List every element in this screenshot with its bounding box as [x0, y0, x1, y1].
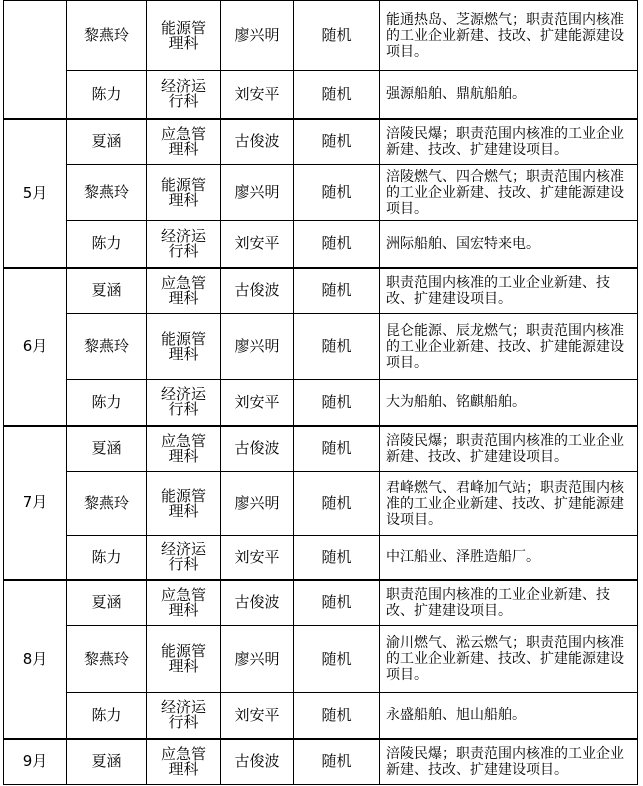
person-cell: 黎燕玲: [67, 626, 147, 693]
person-cell: 陈力: [67, 693, 147, 739]
leader-cell: 古俊波: [221, 739, 294, 785]
inspection-content-cell: 中江船业、泽胜造船厂。: [380, 536, 638, 580]
month-cell: [4, 1, 67, 119]
inspection-mode-cell: 随机: [294, 165, 380, 221]
inspection-schedule-table: [3, 0, 638, 785]
leader-cell: 刘安平: [221, 221, 294, 268]
person-cell: 陈力: [67, 380, 147, 426]
person-cell: 陈力: [67, 221, 147, 268]
inspection-content-cell: 渝川燃气、淞云燃气；职责范围内核准的工业企业新建、技改、扩建能源建设项目。: [380, 626, 638, 693]
table-row: [4, 71, 638, 119]
leader-cell: 刘安平: [221, 536, 294, 580]
month-cell: 6月: [4, 268, 67, 426]
table-row: [4, 426, 638, 472]
inspection-mode-cell: 随机: [294, 580, 380, 626]
department-cell: 能源管理科: [147, 626, 221, 693]
leader-cell: 廖兴明: [221, 626, 294, 693]
leader-cell: 廖兴明: [221, 1, 294, 71]
department-cell: 应急管理科: [147, 268, 221, 314]
inspection-mode-cell: 随机: [294, 1, 380, 71]
department-cell: 经济运行科: [147, 536, 221, 580]
table-row: [4, 221, 638, 268]
inspection-mode-cell: 随机: [294, 626, 380, 693]
department-cell: 应急管理科: [147, 426, 221, 472]
table-row: [4, 626, 638, 693]
inspection-mode-cell: 随机: [294, 739, 380, 785]
inspection-mode-cell: 随机: [294, 268, 380, 314]
table-row: [4, 739, 638, 785]
department-cell: 能源管理科: [147, 165, 221, 221]
inspection-mode-cell: 随机: [294, 426, 380, 472]
inspection-content-cell: 昆仑能源、辰龙燃气；职责范围内核准的工业企业新建、技改、扩建能源建设项目。: [380, 314, 638, 380]
leader-cell: 廖兴明: [221, 472, 294, 536]
inspection-mode-cell: 随机: [294, 71, 380, 119]
inspection-content-cell: 永盛船舶、旭山船舶。: [380, 693, 638, 739]
table-row: [4, 536, 638, 580]
department-cell: 应急管理科: [147, 119, 221, 165]
person-cell: 夏涵: [67, 119, 147, 165]
leader-cell: 刘安平: [221, 71, 294, 119]
person-cell: 陈力: [67, 536, 147, 580]
leader-cell: 廖兴明: [221, 165, 294, 221]
table-row: [4, 314, 638, 380]
inspection-content-cell: 职责范围内核准的工业企业新建、技改、扩建建设项目。: [380, 268, 638, 314]
person-cell: 陈力: [67, 71, 147, 119]
department-cell: 应急管理科: [147, 739, 221, 785]
department-cell: 能源管理科: [147, 472, 221, 536]
department-cell: 能源管理科: [147, 314, 221, 380]
leader-cell: 古俊波: [221, 580, 294, 626]
person-cell: 黎燕玲: [67, 314, 147, 380]
person-cell: 黎燕玲: [67, 165, 147, 221]
department-cell: 经济运行科: [147, 380, 221, 426]
table-row: [4, 119, 638, 165]
department-cell: 经济运行科: [147, 221, 221, 268]
table-row: [4, 1, 638, 71]
inspection-content-cell: 职责范围内核准的工业企业新建、技改、扩建建设项目。: [380, 580, 638, 626]
inspection-mode-cell: 随机: [294, 119, 380, 165]
department-cell: 经济运行科: [147, 71, 221, 119]
table-body: [4, 1, 638, 785]
table-row: [4, 472, 638, 536]
inspection-content-cell: 涪陵民爆；职责范围内核准的工业企业新建、技改、扩建建设项目。: [380, 739, 638, 785]
leader-cell: 古俊波: [221, 119, 294, 165]
inspection-content-cell: 洲际船舶、国宏特来电。: [380, 221, 638, 268]
table-row: [4, 380, 638, 426]
leader-cell: 古俊波: [221, 268, 294, 314]
person-cell: 黎燕玲: [67, 472, 147, 536]
department-cell: 经济运行科: [147, 693, 221, 739]
inspection-mode-cell: 随机: [294, 380, 380, 426]
inspection-mode-cell: 随机: [294, 314, 380, 380]
leader-cell: 刘安平: [221, 693, 294, 739]
person-cell: 夏涵: [67, 426, 147, 472]
department-cell: 应急管理科: [147, 580, 221, 626]
department-cell: 能源管理科: [147, 1, 221, 71]
month-cell: 7月: [4, 426, 67, 580]
month-cell: 5月: [4, 119, 67, 268]
inspection-content-cell: 涪陵燃气、四合燃气；职责范围内核准的工业企业新建、技改、扩建能源建设项目。: [380, 165, 638, 221]
leader-cell: 刘安平: [221, 380, 294, 426]
month-cell: 8月: [4, 580, 67, 739]
month-cell: 9月: [4, 739, 67, 785]
inspection-mode-cell: 随机: [294, 221, 380, 268]
inspection-content-cell: 涪陵民爆；职责范围内核准的工业企业新建、技改、扩建建设项目。: [380, 426, 638, 472]
table-row: [4, 693, 638, 739]
person-cell: 夏涵: [67, 739, 147, 785]
inspection-content-cell: 君峰燃气、君峰加气站；职责范围内核准的工业企业新建、技改、扩建能源建设项目。: [380, 472, 638, 536]
table-row: [4, 580, 638, 626]
inspection-content-cell: 涪陵民爆；职责范围内核准的工业企业新建、技改、扩建建设项目。: [380, 119, 638, 165]
person-cell: 夏涵: [67, 268, 147, 314]
inspection-mode-cell: 随机: [294, 472, 380, 536]
table-row: [4, 165, 638, 221]
leader-cell: 古俊波: [221, 426, 294, 472]
inspection-content-cell: 能通热岛、芝源燃气；职责范围内核准的工业企业新建、技改、扩建能源建设项目。: [380, 1, 638, 71]
leader-cell: 廖兴明: [221, 314, 294, 380]
inspection-mode-cell: 随机: [294, 536, 380, 580]
inspection-content-cell: 大为船舶、铭麒船舶。: [380, 380, 638, 426]
inspection-mode-cell: 随机: [294, 693, 380, 739]
person-cell: 黎燕玲: [67, 1, 147, 71]
person-cell: 夏涵: [67, 580, 147, 626]
table-row: [4, 268, 638, 314]
inspection-content-cell: 强源船舶、鼎航船舶。: [380, 71, 638, 119]
